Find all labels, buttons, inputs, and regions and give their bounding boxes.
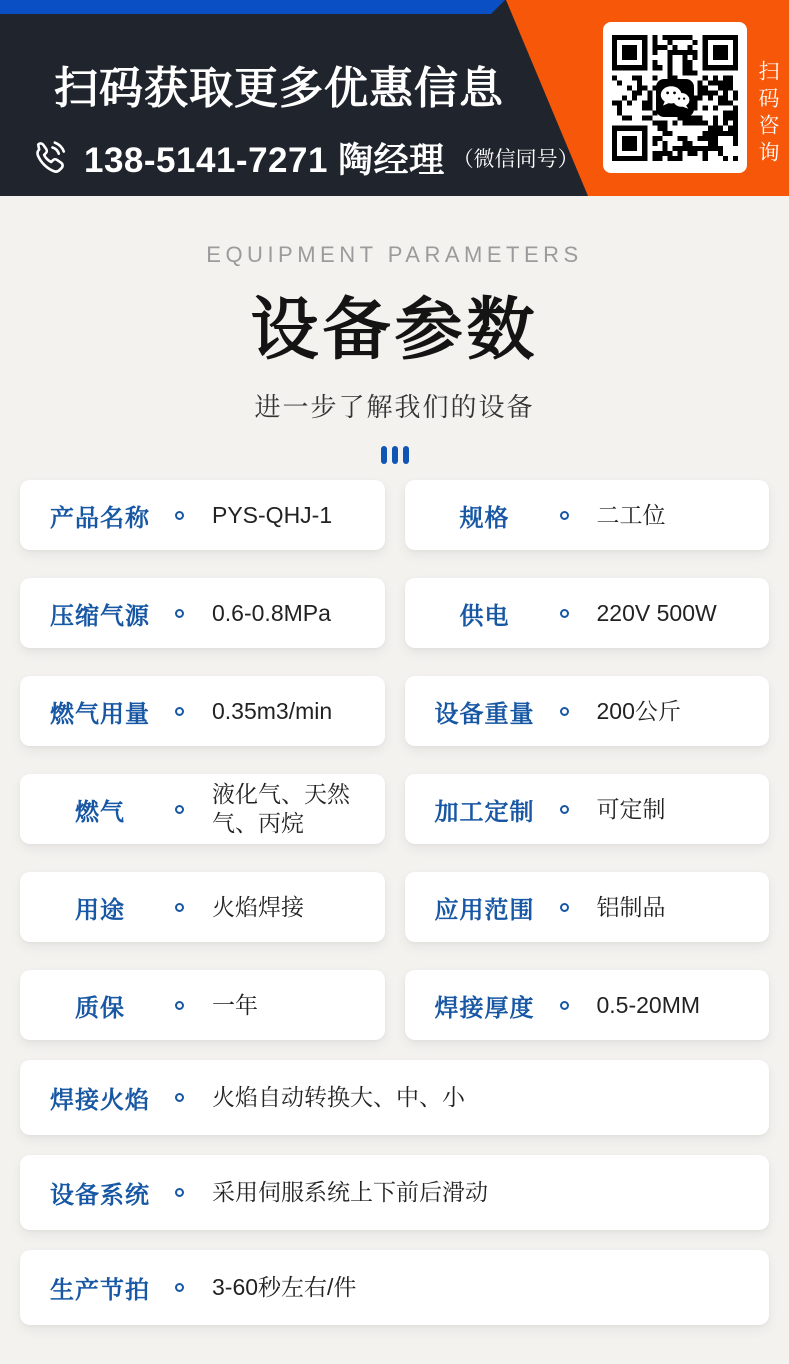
param-card-system <box>20 1155 769 1230</box>
phone-note: （微信同号） <box>452 148 579 171</box>
phone-number: 138-5141-7271 陶经理 <box>84 141 445 180</box>
circle-separator-icon <box>175 805 184 814</box>
param-card-gas-usage <box>20 676 385 746</box>
param-value: 200公斤 <box>596 697 681 724</box>
circle-separator-icon <box>560 1001 569 1010</box>
param-label: 规格 <box>459 504 510 532</box>
param-card-application <box>405 872 770 942</box>
circle-separator-icon <box>175 903 184 912</box>
circle-separator-icon <box>560 805 569 814</box>
param-value: 火焰焊接 <box>212 893 304 920</box>
parameters-list <box>20 480 769 1325</box>
circle-separator-icon <box>175 609 184 618</box>
section-subtitle: 进一步了解我们的设备 <box>254 392 535 422</box>
param-value: 液化气、天然气、丙烷 <box>212 781 350 836</box>
param-label: 用途 <box>75 896 125 924</box>
circle-separator-icon <box>175 511 184 520</box>
param-label: 应用范围 <box>434 896 535 924</box>
param-label: 设备重量 <box>434 700 535 728</box>
param-card-product-name <box>20 480 385 550</box>
param-card-customization <box>405 774 770 844</box>
param-card-weld-flame <box>20 1060 769 1135</box>
param-value: 0.5-20MM <box>596 991 701 1018</box>
param-card-spec <box>405 480 770 550</box>
wechat-icon <box>656 79 694 117</box>
param-label: 压缩气源 <box>50 602 150 630</box>
param-card-weld-thickness <box>405 970 770 1040</box>
param-value: 0.6-0.8MPa <box>212 599 331 626</box>
param-label: 焊接火焰 <box>50 1087 150 1114</box>
param-value: 220V 500W <box>596 599 717 626</box>
accent-bars-icon <box>0 446 789 464</box>
param-label: 质保 <box>75 994 125 1022</box>
circle-separator-icon <box>560 609 569 618</box>
parameters-grid <box>20 480 769 1040</box>
param-label: 燃气 <box>75 798 125 826</box>
param-value: 一年 <box>212 991 258 1018</box>
param-label: 供电 <box>459 602 510 630</box>
qr-caption: 扫码咨询 <box>756 60 779 168</box>
qr-code <box>603 22 747 173</box>
header-banner <box>0 0 789 196</box>
param-value: 二工位 <box>596 501 666 528</box>
param-label: 设备系统 <box>50 1182 150 1209</box>
param-card-weight <box>405 676 770 746</box>
blue-top-strip <box>0 0 505 14</box>
circle-separator-icon <box>175 1188 184 1197</box>
param-value: 火焰自动转换大、中、小 <box>212 1084 465 1111</box>
page-title: 设备参数 <box>250 292 539 368</box>
circle-separator-icon <box>560 903 569 912</box>
circle-separator-icon <box>175 707 184 716</box>
param-card-warranty <box>20 970 385 1040</box>
phone-icon <box>28 138 68 178</box>
circle-separator-icon <box>175 1093 184 1102</box>
param-label: 焊接厚度 <box>434 994 535 1022</box>
param-value: 3-60秒左右/件 <box>212 1274 357 1301</box>
param-card-gas-type <box>20 774 385 844</box>
section-heading <box>0 242 789 464</box>
param-value: 采用伺服系统上下前后滑动 <box>212 1179 488 1206</box>
param-value: 铝制品 <box>596 893 666 920</box>
param-label: 产品名称 <box>50 504 150 532</box>
param-card-power <box>405 578 770 648</box>
param-label: 燃气用量 <box>50 700 150 728</box>
section-eyebrow: EQUIPMENT PARAMETERS <box>206 242 583 267</box>
param-value: 可定制 <box>596 795 666 822</box>
circle-separator-icon <box>560 707 569 716</box>
phone-row <box>28 133 579 183</box>
circle-separator-icon <box>175 1283 184 1292</box>
circle-separator-icon <box>560 511 569 520</box>
param-label: 生产节拍 <box>50 1277 150 1304</box>
promo-title: 扫码获取更多优惠信息 <box>54 64 504 113</box>
param-value: 0.35m3/min <box>212 697 333 724</box>
param-card-usage <box>20 872 385 942</box>
param-card-air-source <box>20 578 385 648</box>
param-card-cycle-time <box>20 1250 769 1325</box>
circle-separator-icon <box>175 1001 184 1010</box>
param-label: 加工定制 <box>434 798 535 826</box>
param-value: PYS-QHJ-1 <box>212 501 333 528</box>
